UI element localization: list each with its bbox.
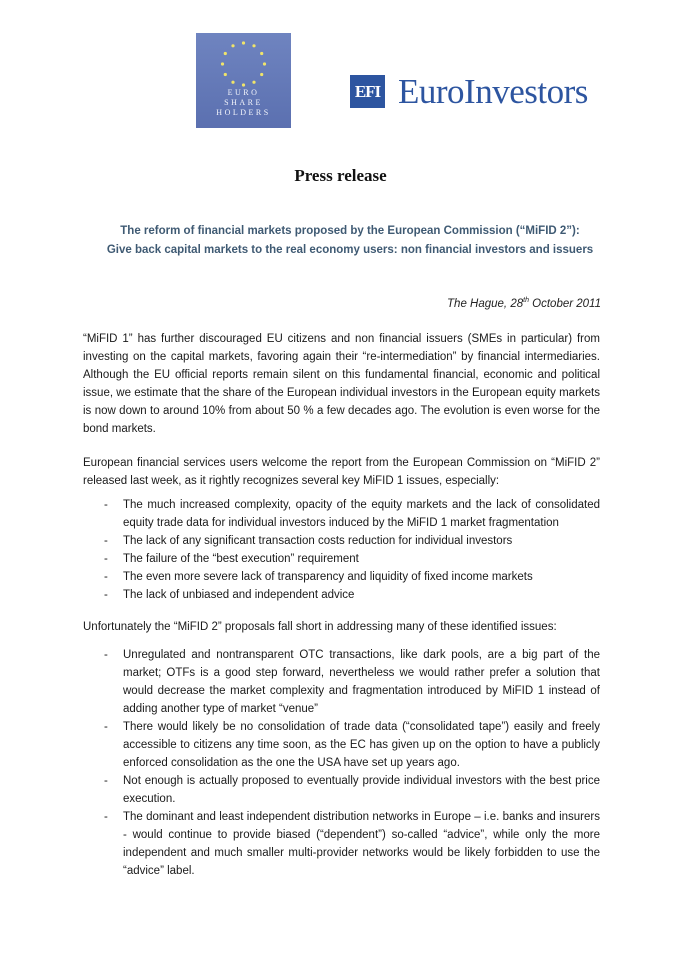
euroinvestors-logo [350,72,630,112]
dash-bullet: - [104,553,108,565]
list-item: - The much increased complexity, opacity of the equity markets and the lack of consolidated equity trade data for individual investors induced by the MiFID 1 market fragmentation [83,496,600,532]
subtitle-line: The reform of financial markets proposed by the European Commission (“MiFID 2”): [120,225,580,237]
paragraph: “MiFID 1” has further discouraged EU citizens and non financial issuers (SMEs in particular) from investing on the capital markets, favoring again their “re-intermediation” by financial intermediaries. Although the EU official reports remain silent on this fundamental financial, economic and political issue, we estimate that the share of the European individual investors in the European equity markets is now down to around 10% from about 50 % a few decades ago. The evolution is even worse for the bond markets. [83,333,600,435]
dash-bullet: - [104,811,108,823]
list-item: - Not enough is actually proposed to eventually provide individual investors with the best price execution. [83,772,600,808]
dateline-place: The Hague, 28 [447,297,524,310]
efi-mark-icon: EFI [350,75,385,108]
list-item: - The dominant and least independent distribution networks in Europe – i.e. banks and insurers - would continue to provide biased (“dependent”) so-called “advice”, while only the more independent and much smaller multi-provider networks would be likely forbidden to use the “advice” label. [83,808,600,880]
list-item: - There would likely be no consolidation of trade data (“consolidated tape”) easily and freely accessible to citizens any time soon, as the EC has given up on the option to have a publicly enforced consolidation as the one the USA have set up years ago. [83,718,600,772]
euro-shareholders-logo [196,33,291,128]
dash-bullet: - [104,571,108,583]
dash-bullet: - [104,499,108,511]
subtitle [60,222,640,260]
euroinvestors-wordmark: EuroInvestors [398,72,588,111]
dateline-date: October 2011 [528,297,601,310]
logo-line-holders: HOLDERS [216,108,271,117]
logo-line-share: SHARE [224,98,263,107]
dateline-ordinal: th [523,297,529,304]
list-item: - The lack of any significant transaction costs reduction for individual investors [83,532,600,550]
paragraph: European financial services users welcome the report from the European Commission on “MiFID 2” released last week, as it rightly recognizes several key MiFID 1 issues, especially: [83,457,600,487]
dash-bullet: - [104,721,108,733]
logo-line-euro: EURO [227,88,260,97]
dash-bullet: - [104,535,108,547]
issues-list [83,496,600,604]
dateline [447,297,601,310]
list-item: - The even more severe lack of transparency and liquidity of fixed income markets [83,568,600,586]
subtitle-line: Give back capital markets to the real economy users: non financial investors and issuers [106,244,594,256]
body-text [83,330,600,880]
list-item: - Unregulated and nontransparent OTC transactions, like dark pools, are a big part of the market; OTFs is a good step forward, nevertheless we would rather prefer a solution that would decrease the market complexity and fragmentation introduced by MiFID 1 instead of adding another type of market “venue” [83,646,600,718]
list-item: - The failure of the “best execution” requirement [83,550,600,568]
page-title: Press release [294,166,387,185]
paragraph: Unfortunately the “MiFID 2” proposals fall short in addressing many of these identified issues: [83,621,557,633]
dash-bullet: - [104,589,108,601]
dash-bullet: - [104,649,108,661]
shortfalls-list [83,646,600,880]
list-item: - The lack of unbiased and independent advice [83,586,600,604]
dash-bullet: - [104,775,108,787]
